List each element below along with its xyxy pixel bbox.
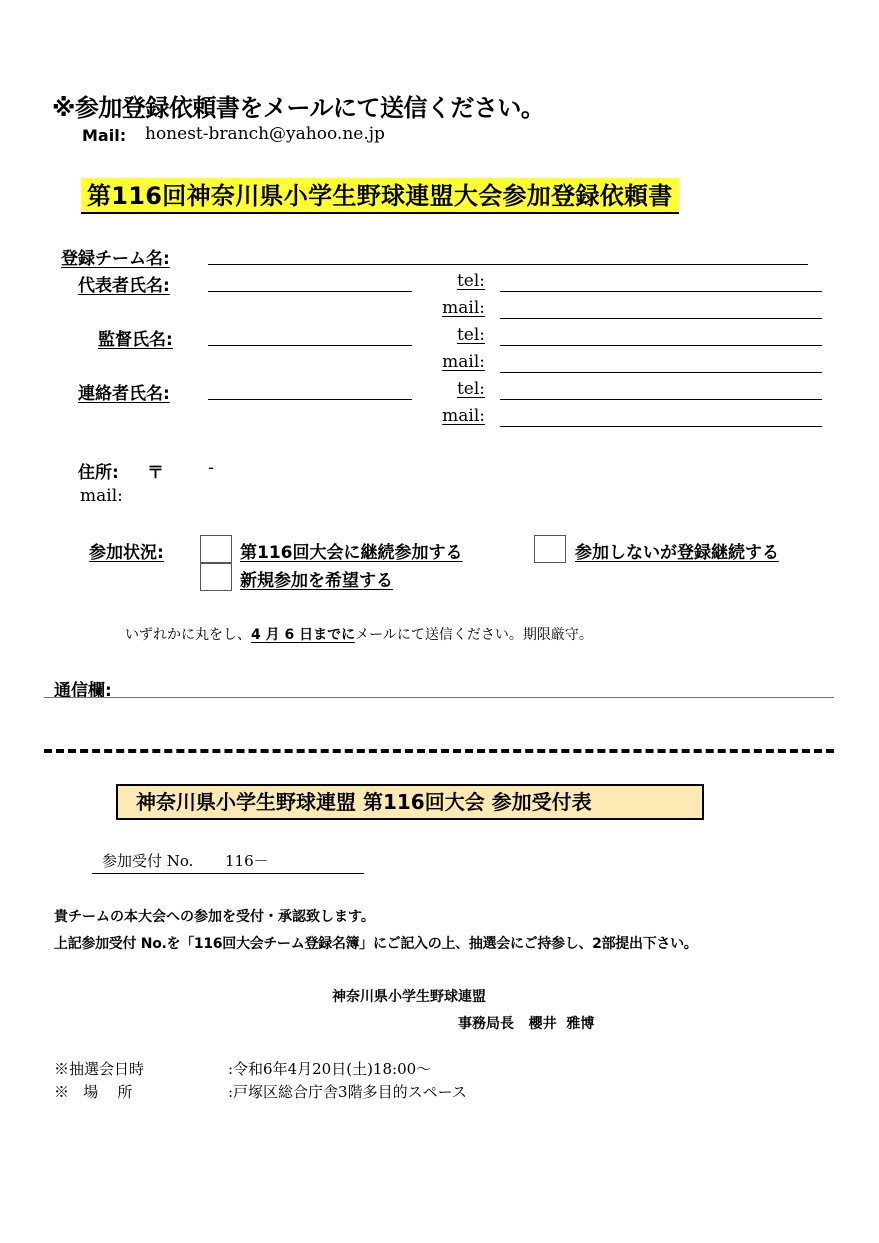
form-title: 第116回神奈川県小学生野球連盟大会参加登録依頼書 bbox=[81, 178, 679, 214]
contact-tel-label: tel: bbox=[456, 379, 485, 399]
register-only-checkbox[interactable] bbox=[534, 535, 566, 563]
reception-number-label: 参加受付 No. bbox=[102, 852, 194, 870]
representative-tel-label: tel: bbox=[456, 271, 485, 291]
manager-tel-label: tel: bbox=[456, 325, 485, 345]
contact-label: 連絡者氏名: bbox=[78, 384, 170, 404]
reception-title: 神奈川県小学生野球連盟 第116回大会 参加受付表 bbox=[116, 784, 704, 820]
address-mail-label: mail: bbox=[80, 486, 123, 506]
continue-checkbox[interactable] bbox=[200, 535, 232, 563]
contact-name-field[interactable] bbox=[208, 399, 412, 400]
comments-field[interactable] bbox=[44, 697, 834, 698]
representative-mail-field[interactable] bbox=[500, 318, 822, 319]
deadline-note-prefix: いずれかに丸をし、 bbox=[125, 627, 251, 643]
comments-label: 通信欄: bbox=[54, 681, 112, 701]
manager-mail-label: mail: bbox=[442, 352, 485, 372]
approval-message: 貴チームの本大会への参加を受付・承認致します。 bbox=[54, 909, 375, 925]
manager-mail-field[interactable] bbox=[500, 372, 822, 373]
representative-mail-label: mail: bbox=[442, 298, 485, 318]
postal-dash: - bbox=[208, 458, 215, 478]
team-name-field[interactable] bbox=[208, 264, 808, 265]
contact-mail-label: mail: bbox=[442, 406, 485, 426]
contact-mail-field[interactable] bbox=[500, 426, 822, 427]
organization-name: 神奈川県小学生野球連盟 bbox=[332, 989, 486, 1005]
address-label: 住所: bbox=[78, 463, 119, 483]
manager-name-field[interactable] bbox=[208, 345, 412, 346]
lottery-date-value: :令和6年4月20日(土)18:00～ bbox=[228, 1060, 432, 1078]
deadline-date: 4 月 6 日までに bbox=[251, 627, 356, 643]
contact-tel-field[interactable] bbox=[500, 399, 822, 400]
postal-mark: 〒 bbox=[147, 463, 164, 483]
manager-label: 監督氏名: bbox=[98, 330, 173, 350]
manager-tel-field[interactable] bbox=[500, 345, 822, 346]
submission-instruction: 上記参加受付 No.を「116回大会チーム登録名簿」にご記入の上、抽選会にご持参し、2部提出下さい。 bbox=[54, 936, 698, 952]
mail-label: Mail: bbox=[82, 126, 127, 145]
new-participation-checkbox[interactable] bbox=[200, 563, 232, 591]
deadline-note bbox=[125, 624, 593, 644]
lottery-date-label: ※抽選会日時 bbox=[54, 1060, 145, 1078]
representative-name-field[interactable] bbox=[208, 291, 412, 292]
team-name-label: 登録チーム名: bbox=[61, 249, 170, 269]
representative-label: 代表者氏名: bbox=[78, 276, 170, 296]
reception-number-field bbox=[92, 873, 364, 874]
representative-tel-field[interactable] bbox=[500, 291, 822, 292]
lottery-place-label: ※ 場 所 bbox=[54, 1083, 133, 1101]
new-participation-option-label: 新規参加を希望する bbox=[240, 571, 393, 591]
lottery-place-value: :戸塚区総合庁舎3階多目的スペース bbox=[228, 1083, 467, 1101]
register-only-option-label: 参加しないが登録継続する bbox=[575, 543, 779, 563]
signer: 事務局長 櫻井 雅博 bbox=[458, 1016, 595, 1032]
deadline-note-suffix: メールにて送信ください。期限厳守。 bbox=[355, 627, 593, 643]
reception-number-value: 116－ bbox=[225, 852, 269, 870]
continue-option-label: 第116回大会に継続参加する bbox=[240, 543, 463, 563]
mail-address: honest-branch@yahoo.ne.jp bbox=[145, 124, 385, 144]
participation-label: 参加状況: bbox=[89, 543, 164, 563]
cut-line bbox=[44, 749, 834, 753]
top-instruction: ※参加登録依頼書をメールにて送信ください。 bbox=[52, 94, 545, 122]
